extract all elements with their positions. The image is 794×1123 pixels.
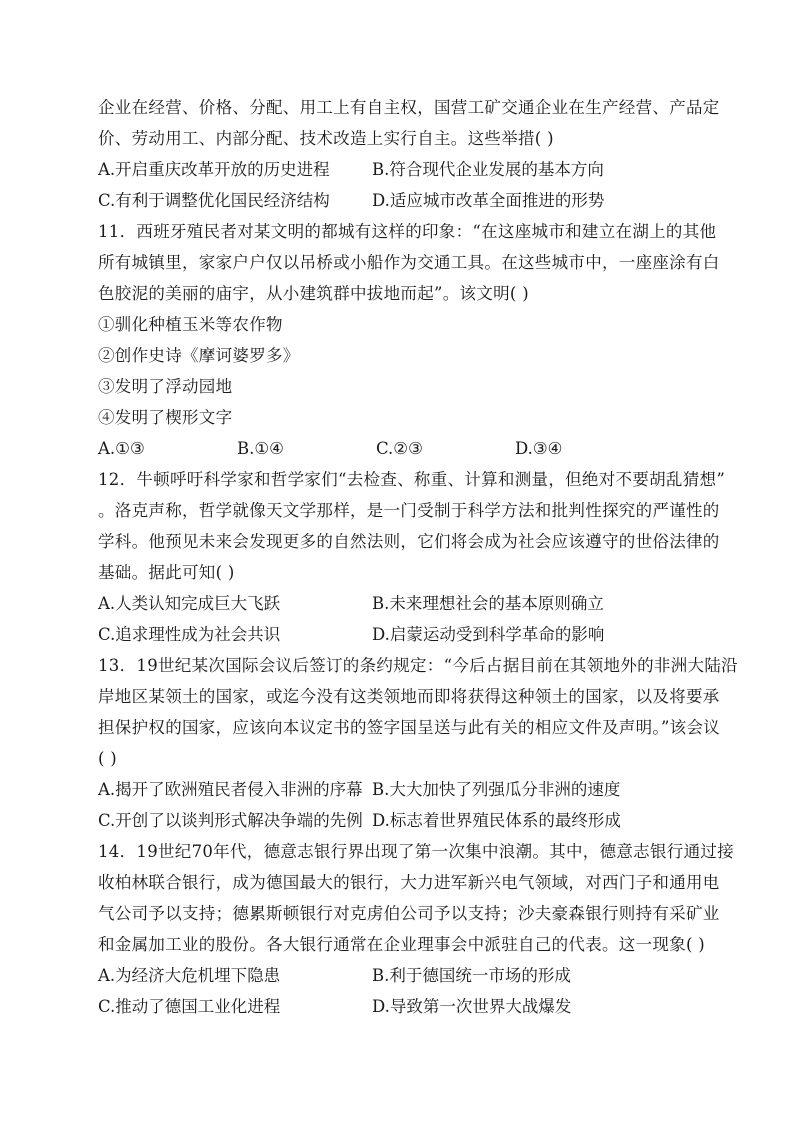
option-a: A.揭开了欧洲殖民者侵入非洲的序幕 [98, 780, 363, 799]
question-stem-line: 13．19世纪某次国际会议后签订的条约规定：“今后占据目前在其领地外的非洲大陆沿 [98, 656, 738, 675]
numbered-item: ①驯化种植玉米等农作物 [98, 315, 283, 334]
question-stem-line: 价、劳动用工、内部分配、技术改造上实行自主。这些举措( ) [98, 129, 554, 148]
question-stem-line: 收柏林联合银行，成为德国最大的银行，大力进军新兴电气领域，对西门子和通用电 [98, 873, 720, 892]
exam-page [98, 92, 738, 1022]
option-a: A.人类认知完成巨大飞跃 [98, 594, 281, 613]
option-c: C.追求理性成为社会共识 [98, 625, 281, 644]
question-stem-line: 和金属加工业的股份。各大银行通常在企业理事会中派驻自己的代表。这一现象( ) [98, 935, 706, 954]
question-stem-line: 色胶泥的美丽的庙宇，从小建筑群中拔地而起”。该文明( ) [98, 284, 529, 303]
option-d: D.启蒙运动受到科学革命的影响 [372, 625, 605, 644]
option-row [98, 185, 700, 216]
question-stem-line: 14．19世纪70年代，德意志银行界出现了第一次集中浪潮。其中，德意志银行通过接 [98, 842, 734, 861]
question-stem-line: ( ) [98, 749, 118, 768]
option-row [98, 619, 700, 650]
numbered-item: ②创作史诗《摩诃婆罗多》 [98, 346, 300, 365]
option-b: B.①④ [237, 439, 284, 458]
option-d: D.③④ [515, 439, 563, 458]
option-c: C.②③ [376, 439, 423, 458]
question-stem-line: 岸地区某领土的国家，或迄今没有这类领地而即将获得这种领土的国家，以及将要承 [98, 687, 720, 706]
question-13 [98, 650, 738, 836]
question-stem-line: 企业在经营、价格、分配、用工上有自主权，国营工矿交通企业在生产经营、产品定 [98, 98, 720, 117]
question-stem-line: 所有城镇里，家家户户仅以吊桥或小船作为交通工具。在这些城市中，一座座涂有白 [98, 253, 720, 272]
question-stem-line: 11．西班牙殖民者对某文明的都城有这样的印象：“在这座城市和建立在湖上的其他 [98, 222, 717, 241]
option-a: A.为经济大危机埋下隐患 [98, 966, 281, 985]
option-row [98, 588, 700, 619]
question-stem-line: 气公司予以支持；德累斯顿银行对克虏伯公司予以支持；沙夫豪森银行则持有采矿业 [98, 904, 720, 923]
option-a: A.①③ [98, 439, 145, 458]
option-row [98, 433, 700, 464]
question-12 [98, 464, 726, 650]
question-stem-line: 基础。据此可知( ) [98, 563, 235, 582]
question-11 [98, 216, 720, 464]
option-row [98, 805, 700, 836]
option-b: B.利于德国统一市场的形成 [372, 966, 571, 985]
option-row [98, 154, 700, 185]
question-stem-line: 12．牛顿呼吁科学家和哲学家们“去检查、称重、计算和测量，但绝对不要胡乱猜想” [98, 470, 726, 489]
numbered-item: ④发明了楔形文字 [98, 408, 233, 427]
option-b: B.未来理想社会的基本原则确立 [372, 594, 604, 613]
option-row [98, 991, 700, 1022]
option-c: C.推动了德国工业化进程 [98, 997, 281, 1016]
option-b: B.符合现代企业发展的基本方向 [372, 160, 604, 179]
question-stem-line: 担保护权的国家，应该向本议定书的签字国呈送与此有关的相应文件及声明。”该会议 [98, 718, 721, 737]
question-stem-line: 学科。他预见未来会发现更多的自然法则，它们将会成为社会应该遵守的世俗法律的 [98, 532, 720, 551]
question-14 [98, 836, 734, 1022]
option-row [98, 960, 700, 991]
option-a: A.开启重庆改革开放的历史进程 [98, 160, 330, 179]
option-c: C.有利于调整优化国民经济结构 [98, 191, 330, 210]
option-b: B.大大加快了列强瓜分非洲的速度 [372, 780, 621, 799]
numbered-item: ③发明了浮动园地 [98, 377, 233, 396]
option-d: D.适应城市改革全面推进的形势 [372, 191, 605, 210]
option-d: D.标志着世界殖民体系的最终形成 [372, 811, 621, 830]
question-10 [98, 92, 720, 216]
option-d: D.导致第一次世界大战爆发 [372, 997, 572, 1016]
question-stem-line: 。洛克声称，哲学就像天文学那样，是一门受制于科学方法和批判性探究的严谨性的 [98, 501, 720, 520]
option-row [98, 774, 700, 805]
option-c: C.开创了以谈判形式解决争端的先例 [98, 811, 363, 830]
